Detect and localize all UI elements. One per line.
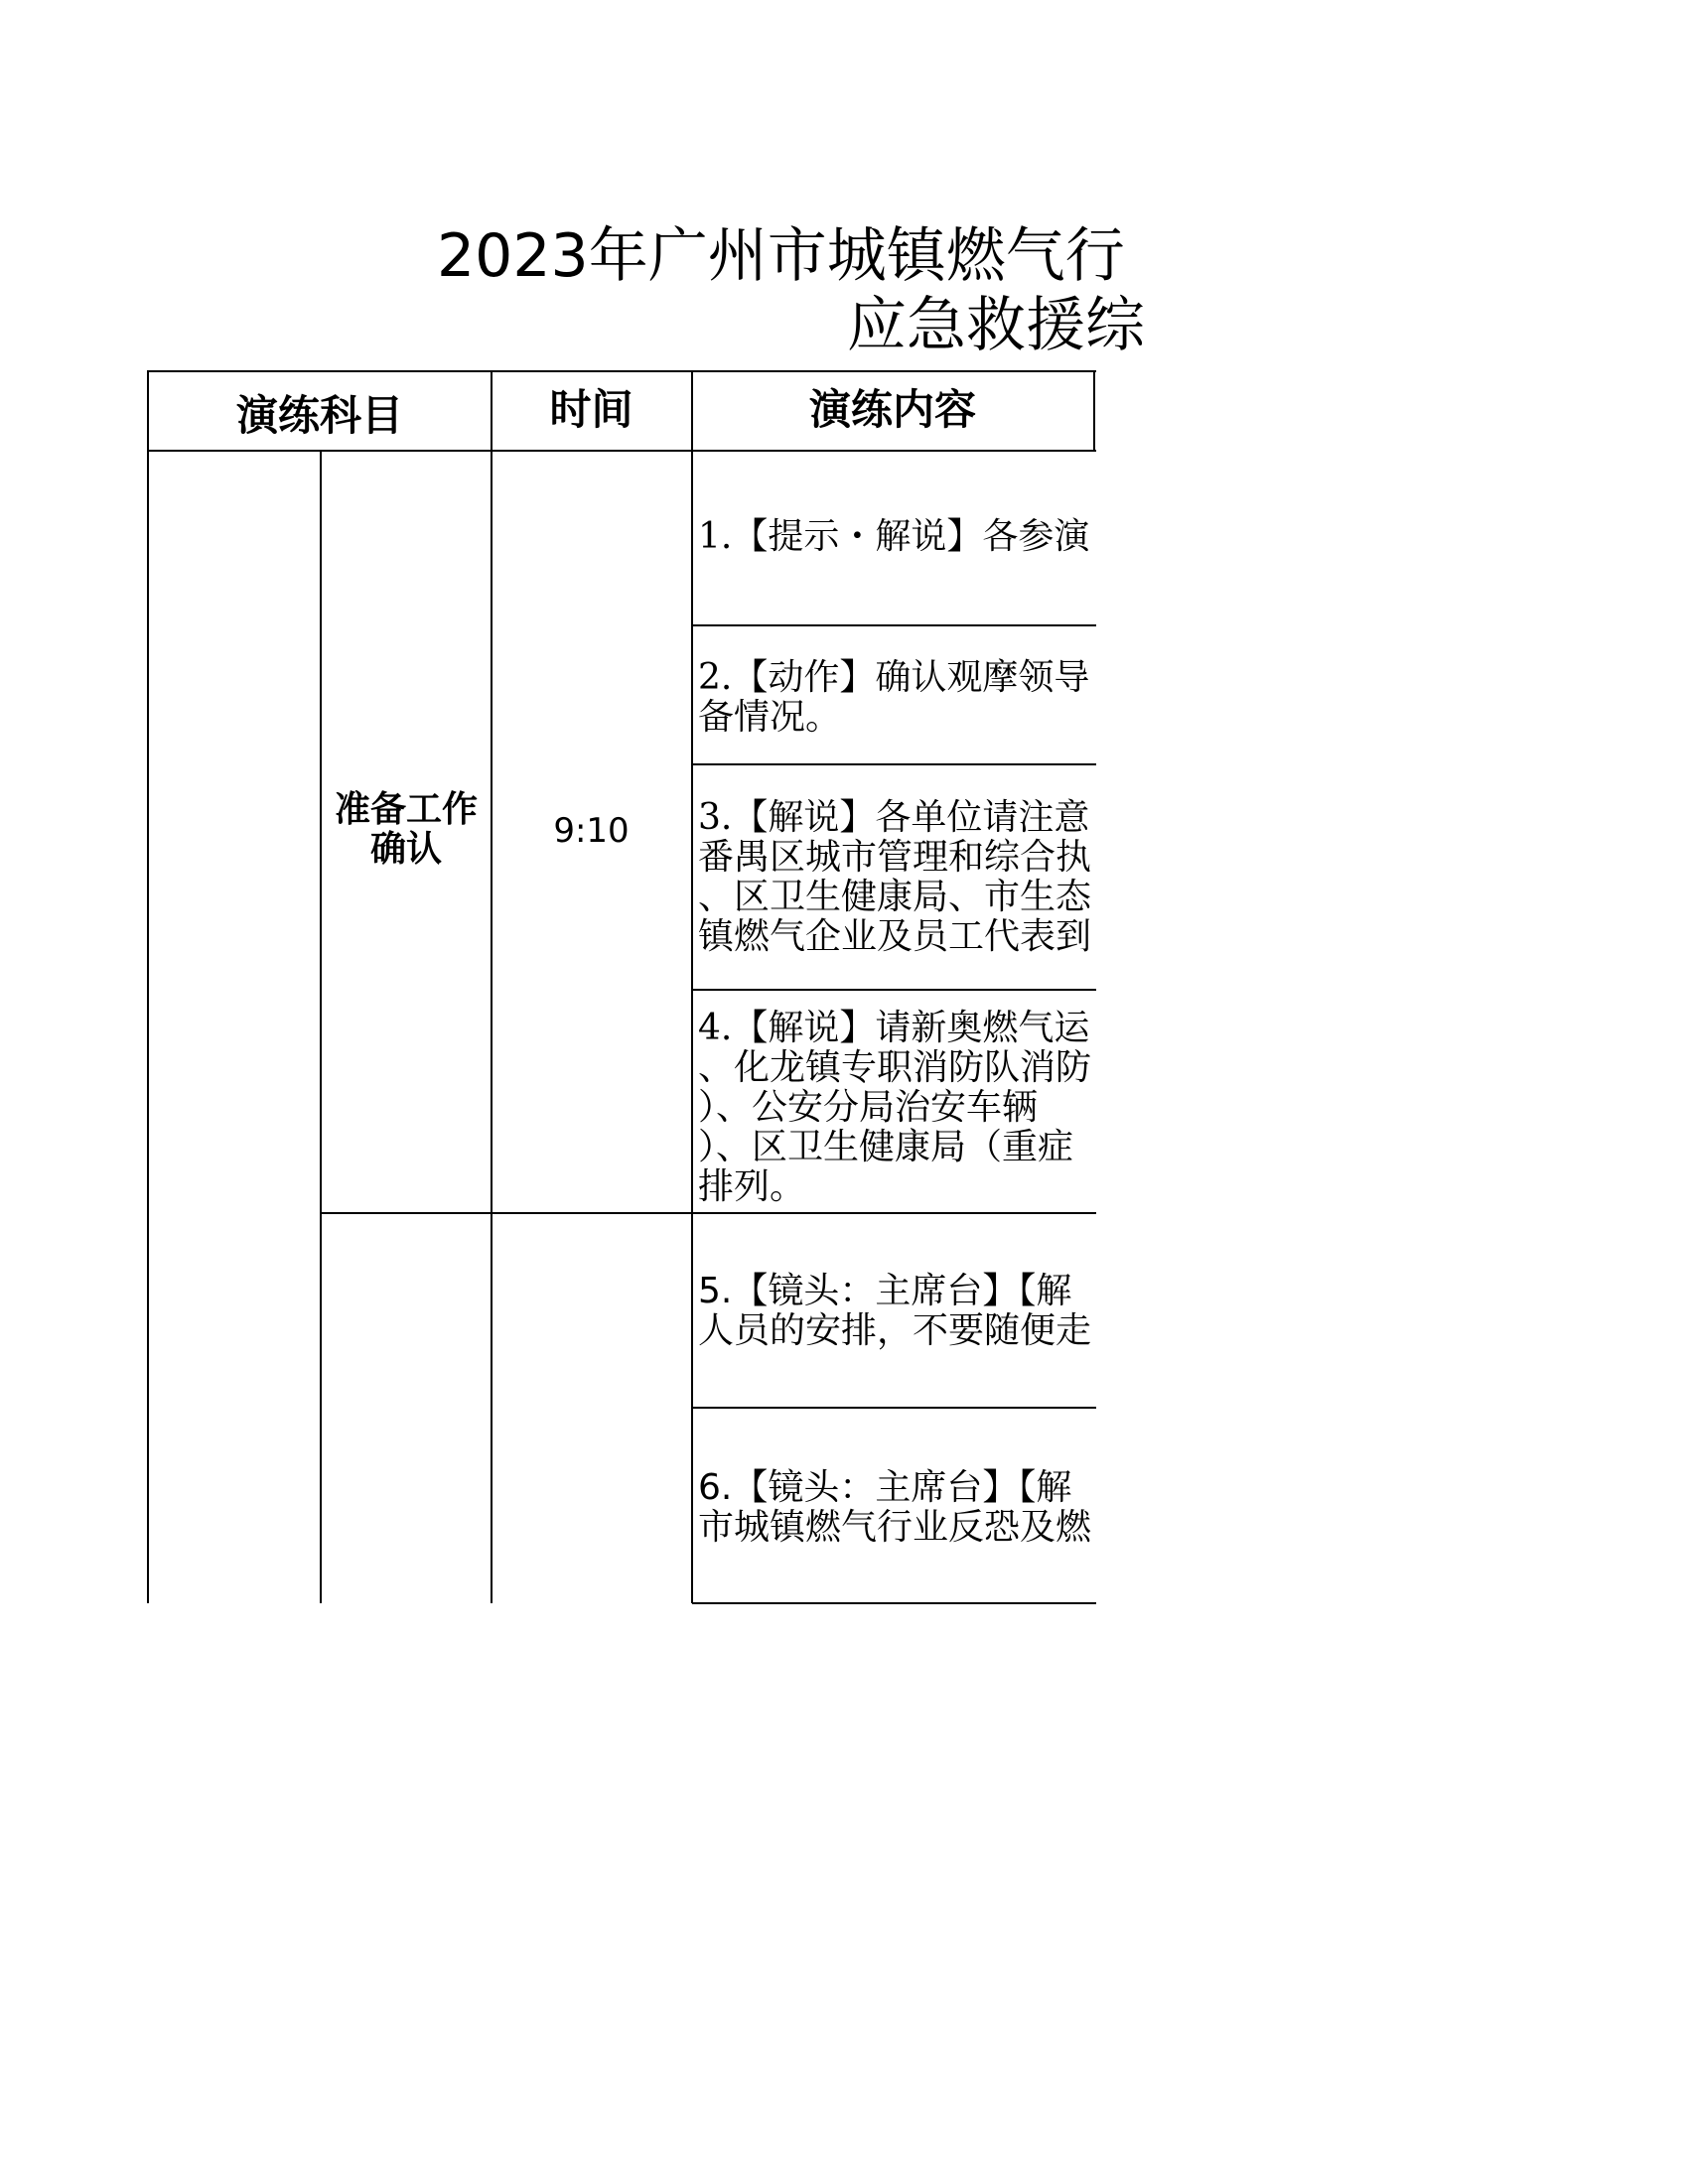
row-divider-1: [692, 624, 1096, 626]
section-time-preparation: 9:10: [553, 811, 630, 851]
header-time: 时间: [549, 385, 633, 434]
row-divider-3: [692, 989, 1096, 991]
drill-item-6: 6.【镜头：主席台】【解 市城镇燃气行业反恐及燃: [698, 1467, 1092, 1548]
row-divider-5: [692, 1407, 1096, 1409]
row-divider-2: [692, 763, 1096, 765]
drill-item-5: 5.【镜头：主席台】【解 人员的安排，不要随便走: [698, 1271, 1092, 1351]
header-content: 演练内容: [808, 385, 976, 434]
table-border-left: [147, 370, 149, 1603]
document-title-line-1: 2023年广州市城镇燃气行: [437, 221, 1125, 291]
header-subject: 演练科目: [235, 391, 403, 440]
drill-item-1: 1.【提示・解说】各参演: [698, 516, 1090, 557]
section-divider: [321, 1212, 1096, 1214]
content-column-divider: [691, 370, 693, 1603]
row-divider-6: [692, 1602, 1096, 1604]
document-title-line-2: 应急救援综: [847, 291, 1145, 360]
header-right-divider: [1093, 370, 1095, 451]
time-column-divider: [491, 370, 492, 1603]
drill-item-3: 3.【解说】各单位请注意 番禺区城市管理和综合执 、区卫生健康局、市生态 镇燃气企业及员工代表到: [698, 797, 1092, 957]
header-divider: [148, 450, 1096, 452]
drill-item-4: 4.【解说】请新奥燃气运 、化龙镇专职消防队消防 ）、公安分局治安车辆 ）、区卫生健康局（重症 排列。: [698, 1008, 1092, 1207]
subject-inner-divider: [320, 450, 322, 1603]
section-label-preparation: 准备工作确认: [334, 789, 478, 870]
table-border-top: [148, 370, 1096, 372]
drill-item-2: 2.【动作】确认观摩领导 备情况。: [698, 657, 1090, 738]
